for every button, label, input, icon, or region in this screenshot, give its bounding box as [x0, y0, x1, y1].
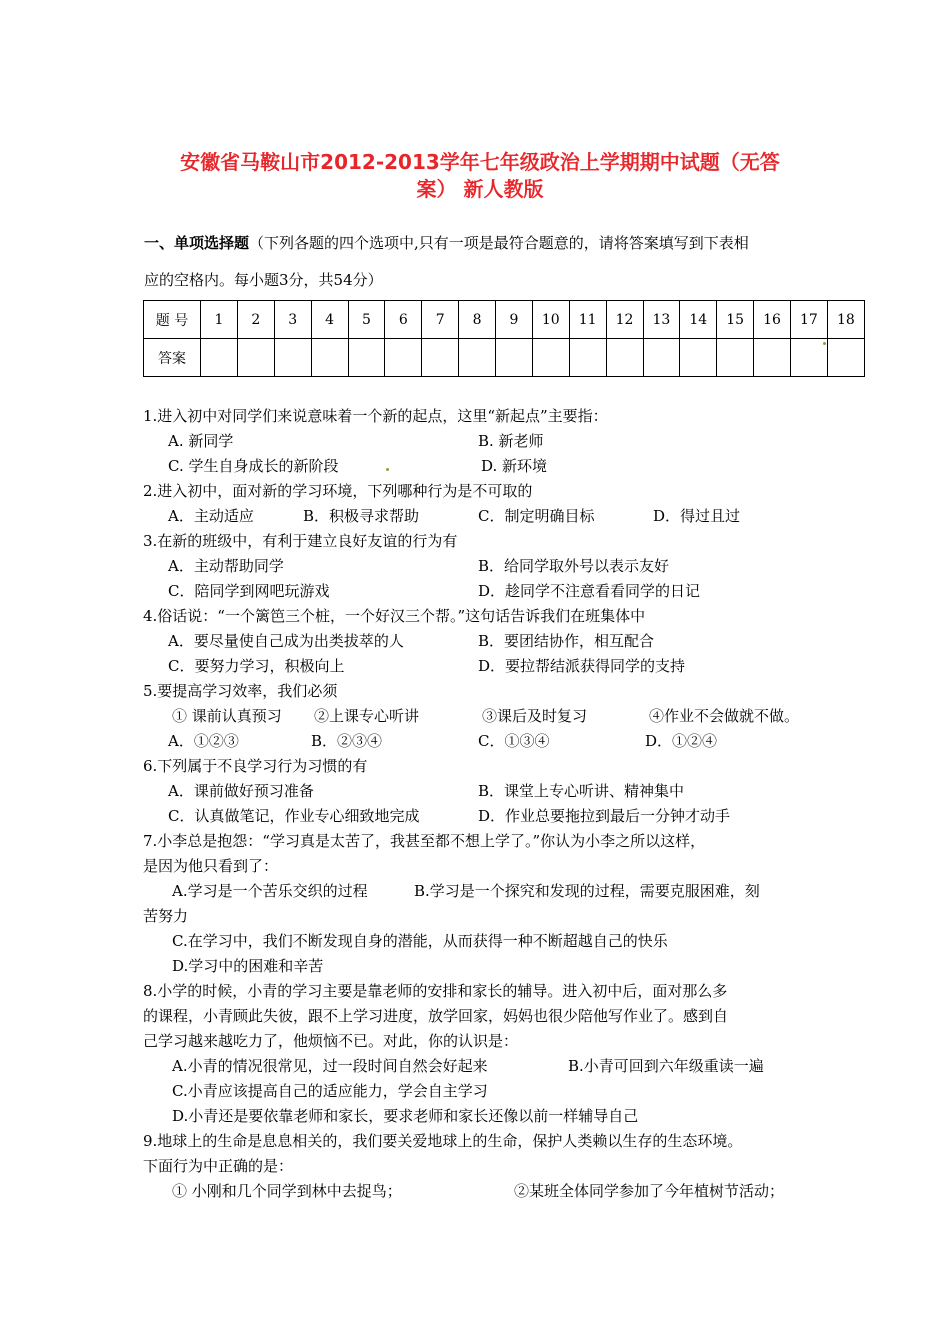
answer-cell[interactable]: [569, 339, 606, 377]
answer-table: [143, 300, 865, 377]
question-number-cell: 7: [422, 301, 459, 339]
answer-cell[interactable]: [274, 339, 311, 377]
question-2-option-c: C．制定明确目标: [478, 507, 595, 525]
question-7-option-b-continued: 苦努力: [143, 907, 189, 925]
answer-cell[interactable]: [606, 339, 643, 377]
answer-header: 答案: [144, 339, 201, 377]
answer-cell[interactable]: [754, 339, 791, 377]
answer-cell[interactable]: [717, 339, 754, 377]
question-7-option-c: C.在学习中，我们不断发现自身的潜能，从而获得一种不断超越自己的快乐: [172, 932, 668, 950]
question-number-cell: 12: [606, 301, 643, 339]
question-5-option-a: A．①②③: [168, 732, 239, 750]
question-9-stem-line-2: 下面行为中正确的是：: [143, 1157, 294, 1175]
answer-cell[interactable]: [311, 339, 348, 377]
question-8-option-a: A.小青的情况很常见，过一段时间自然会好起来: [172, 1057, 488, 1075]
question-number-cell: 3: [274, 301, 311, 339]
section-instruction-line-2: 应的空格内。每小题3分，共54分）: [144, 271, 383, 289]
question-4-stem: 4.俗话说：“一个篱笆三个桩，一个好汉三个帮。”这句话告诉我们在班集体中: [143, 607, 646, 625]
question-number-cell: 18: [827, 301, 864, 339]
section-instruction-line-1: [144, 232, 749, 253]
question-number-cell: 8: [459, 301, 496, 339]
question-1-option-d: D. 新环境: [481, 457, 548, 475]
answer-cell[interactable]: [201, 339, 238, 377]
answer-cell[interactable]: [532, 339, 569, 377]
answer-table-number-row: [144, 301, 865, 339]
question-number-cell: 11: [569, 301, 606, 339]
question-3-option-c: C．陪同学到网吧玩游戏: [168, 582, 330, 600]
question-1-option-a: A. 新同学: [168, 432, 234, 450]
question-6-option-a: A．课前做好预习准备: [168, 782, 314, 800]
question-4-option-a: A．要尽量使自己成为出类拔萃的人: [168, 632, 404, 650]
question-1-stem: 1.进入初中对同学们来说意味着一个新的起点，这里“新起点”主要指：: [143, 407, 608, 425]
answer-cell[interactable]: [348, 339, 385, 377]
stray-mark: [386, 468, 389, 471]
question-2-stem: 2.进入初中，面对新的学习环境，下列哪种行为是不可取的: [143, 482, 533, 500]
question-5-option-c: C．①③④: [478, 732, 550, 750]
question-1-option-b: B. 新老师: [478, 432, 544, 450]
answer-cell[interactable]: [385, 339, 422, 377]
question-number-cell: 13: [643, 301, 680, 339]
question-7-option-a: A.学习是一个苦乐交织的过程: [172, 882, 368, 900]
question-5-stem: 5.要提高学习效率，我们必须: [143, 682, 338, 700]
answer-cell[interactable]: [680, 339, 717, 377]
question-2-option-b: B．积极寻求帮助: [303, 507, 420, 525]
answer-cell[interactable]: [643, 339, 680, 377]
question-6-option-c: C．认真做笔记，作业专心细致地完成: [168, 807, 420, 825]
answer-table-answer-row: [144, 339, 865, 377]
question-1-option-c: C. 学生自身成长的新阶段: [168, 457, 339, 475]
question-5-item-4: ④作业不会做就不做。: [649, 707, 800, 725]
question-number-cell: 9: [496, 301, 533, 339]
question-number-cell: 14: [680, 301, 717, 339]
question-6-option-d: D．作业总要拖拉到最后一分钟才动手: [478, 807, 731, 825]
question-number-cell: 4: [311, 301, 348, 339]
question-number-cell: 15: [717, 301, 754, 339]
question-8-stem-line-1: 8.小学的时候，小青的学习主要是靠老师的安排和家长的辅导。进入初中后，面对那么多: [143, 982, 728, 1000]
question-7-stem-line-2: 是因为他只看到了：: [143, 857, 279, 875]
question-8-stem-line-3: 己学习越来越吃力了，他烦恼不已。对此，你的认识是：: [143, 1032, 519, 1050]
question-3-stem: 3.在新的班级中，有利于建立良好友谊的行为有: [143, 532, 458, 550]
question-number-cell: 17: [791, 301, 828, 339]
document-title-line-1: 安徽省马鞍山市2012-2013学年七年级政治上学期期中试题（无答: [180, 150, 780, 174]
question-3-option-b: B．给同学取外号以表示友好: [478, 557, 670, 575]
question-4-option-b: B．要团结协作，相互配合: [478, 632, 655, 650]
answer-cell[interactable]: [827, 339, 864, 377]
question-8-option-c: C.小青应该提高自己的适应能力，学会自主学习: [172, 1082, 488, 1100]
question-2-option-a: A．主动适应: [168, 507, 254, 525]
question-5-item-1: ① 课前认真预习: [172, 707, 282, 725]
question-6-stem: 6.下列属于不良学习行为习惯的有: [143, 757, 368, 775]
question-7-option-b: B.学习是一个探究和发现的过程，需要克服困难，刻: [414, 882, 760, 900]
question-6-option-b: B．课堂上专心听讲、精神集中: [478, 782, 685, 800]
question-number-header: 题 号: [144, 301, 201, 339]
question-8-option-d: D.小青还是要依靠老师和家长，要求老师和家长还像以前一样辅导自己: [172, 1107, 639, 1125]
question-9-item-1: ① 小刚和几个同学到林中去捉鸟；: [172, 1182, 402, 1200]
section-heading: 一、单项选择题: [144, 234, 250, 252]
question-5-option-d: D．①②④: [645, 732, 718, 750]
question-8-stem-line-2: 的课程，小青顾此失彼，跟不上学习进度，放学回家，妈妈也很少陪他写作业了。感到自: [143, 1007, 729, 1025]
answer-cell[interactable]: [496, 339, 533, 377]
question-4-option-d: D．要拉帮结派获得同学的支持: [478, 657, 686, 675]
document-title-line-2: 案） 新人教版: [416, 177, 544, 201]
section-instruction: （下列各题的四个选项中,只有一项是最符合题意的，请将答案填写到下表相: [249, 234, 749, 252]
question-9-item-2: ②某班全体同学参加了今年植树节活动；: [514, 1182, 785, 1200]
question-2-option-d: D．得过且过: [653, 507, 741, 525]
question-9-stem-line-1: 9.地球上的生命是息息相关的，我们要关爱地球上的生命，保护人类赖以生存的生态环境。: [143, 1132, 743, 1150]
question-5-item-2: ②上课专心听讲: [314, 707, 420, 725]
answer-cell[interactable]: [791, 339, 828, 377]
question-3-option-a: A．主动帮助同学: [168, 557, 284, 575]
question-number-cell: 5: [348, 301, 385, 339]
answer-cell[interactable]: [459, 339, 496, 377]
question-4-option-c: C．要努力学习，积极向上: [168, 657, 345, 675]
question-number-cell: 10: [532, 301, 569, 339]
question-7-stem-line-1: 7.小李总是抱怨：“学习真是太苦了，我甚至都不想上学了。”你认为小李之所以这样，: [143, 832, 706, 850]
question-number-cell: 1: [201, 301, 238, 339]
stray-mark: [823, 342, 826, 345]
question-number-cell: 2: [237, 301, 274, 339]
answer-cell[interactable]: [237, 339, 274, 377]
question-7-option-d: D.学习中的困难和辛苦: [172, 957, 324, 975]
question-5-option-b: B．②③④: [311, 732, 383, 750]
question-5-item-3: ③课后及时复习: [482, 707, 588, 725]
question-8-option-b: B.小青可回到六年级重读一遍: [568, 1057, 764, 1075]
question-number-cell: 16: [754, 301, 791, 339]
question-number-cell: 6: [385, 301, 422, 339]
answer-cell[interactable]: [422, 339, 459, 377]
question-3-option-d: D．趁同学不注意看看同学的日记: [478, 582, 701, 600]
